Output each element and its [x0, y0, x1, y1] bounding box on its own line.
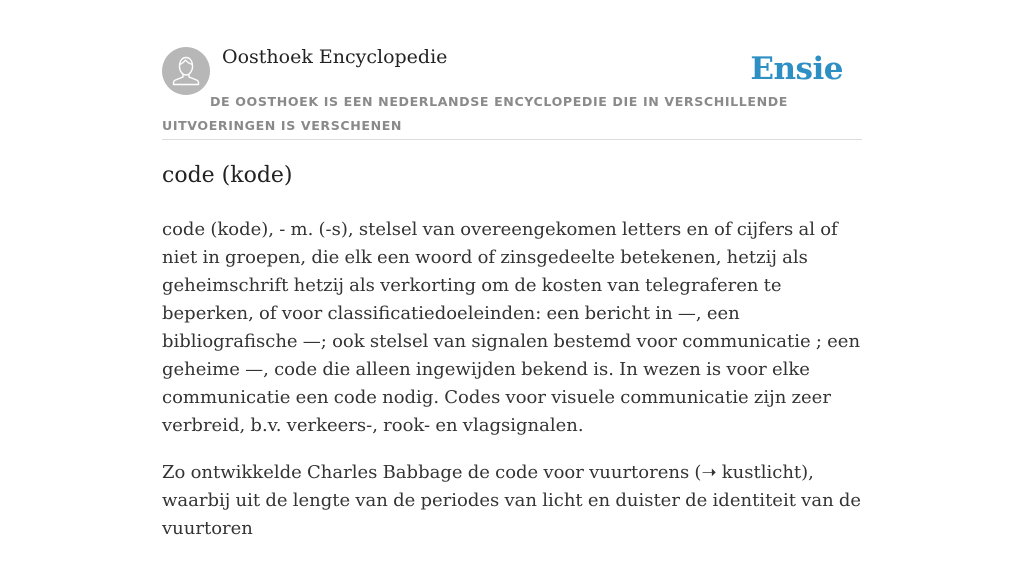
source-header — [162, 0, 862, 140]
brand-logo[interactable]: Ensie — [750, 51, 843, 87]
source-description: DE OOSTHOEK IS EEN NEDERLANDSE ENCYCLOPEDIE DIE IN VERSCHILLENDE UITVOERINGEN IS VERSCHENEN — [162, 94, 789, 133]
source-name[interactable]: Oosthoek Encyclopedie — [222, 46, 448, 68]
article-title: code (kode) — [162, 163, 293, 188]
avatar[interactable] — [162, 47, 210, 95]
user-silhouette-icon — [162, 47, 210, 95]
article-paragraph: Zo ontwikkelde Charles Babbage de code voor vuurtorens (➝ kustlicht), waarbij uit de lengte van de periodes van licht en duister de identiteit van de vuurtoren — [162, 462, 862, 539]
article-page — [162, 0, 862, 539]
article-body — [162, 216, 862, 562]
article-paragraph: code (kode), - m. (-s), stelsel van overeengekomen letters en of cijfers al of niet in groepen, die elk een woord of zinsgedeelte betekenen, hetzij als geheimschrift hetzij als verkorting om de kosten van telegraferen te beperken, of voor classificatiedoeleinden: een bericht in —, een bibliografische —; ook stelsel van signalen bestemd voor communicatie ; een geheime —, code die alleen ingewijden bekend is. In wezen is voor elke communicatie een code nodig. Codes voor visuele communicatie zijn zeer verbreid, b.v. verkeers-, rook- en vlagsignalen. — [162, 219, 861, 436]
